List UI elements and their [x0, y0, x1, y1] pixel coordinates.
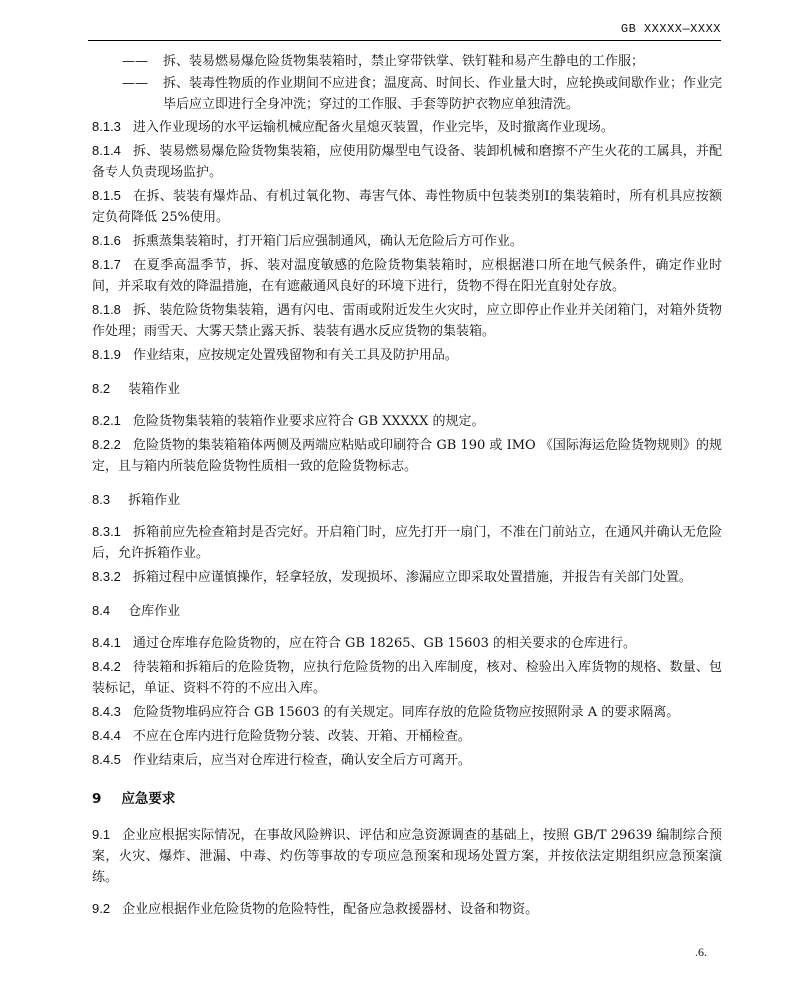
clause [92, 566, 722, 588]
clause [92, 824, 722, 888]
clause [92, 725, 722, 747]
clause-text: 作业结束，应按规定处置残留物和有关工具及防护用品。 [132, 348, 458, 363]
clause-number: 9.1 [92, 827, 111, 842]
clause [92, 410, 722, 432]
section-heading [92, 378, 722, 400]
header-rule [88, 40, 721, 41]
clause-text: 企业应根据实际情况，在事故风险辨识、评估和应急资源调查的基础上，按照 GB/T 29639 编制综合预案，火灾、爆炸、泄漏、中毒、灼伤等事故的专项应急预案和现场处置方案，并按依法定期组织应急预案演练。 [92, 828, 722, 885]
clause-number: 8.4.3 [92, 704, 121, 719]
clause-text: 拆箱前应先检查箱封是否完好。开启箱门时，应先打开一扇门，不准在门前站立，在通风并确认无危险后，允许拆箱作业。 [92, 525, 722, 561]
clause-number: 8.3.2 [92, 569, 121, 584]
clause-number: 8.4.5 [92, 752, 121, 767]
chapter-number: 9 [92, 791, 102, 807]
list-text: 拆、装易燃易爆危险货物集装箱时，禁止穿带铁掌、铁钉鞋和易产生静电的工作服； [163, 54, 645, 69]
clause-text: 进入作业现场的水平运输机械应配备火星熄灭装置，作业完毕，及时撤离作业现场。 [132, 120, 614, 135]
chapter-title: 应急要求 [121, 791, 176, 807]
list-dash: —— [122, 54, 148, 69]
clause-text: 待装箱和拆箱后的危险货物，应执行危险货物的出入库制度，核对、检验出入库货物的规格、数量、包装标记，单证、资料不符的不应出入库。 [92, 660, 722, 696]
section-title: 装箱作业 [128, 382, 181, 397]
clause-number: 8.1.5 [92, 188, 121, 203]
section-number: 8.4 [92, 603, 111, 618]
clause-text: 危险货物堆码应符合 GB 15603 的有关规定。同库存放的危险货物应按照附录 A 的要求隔离。 [132, 705, 680, 720]
clause-text: 拆、装易燃易爆危险货物集装箱，应使用防爆型电气设备、装卸机械和磨擦不产生火花的工属具，并配备专人负责现场监护。 [92, 144, 722, 180]
section-number: 8.3 [92, 492, 111, 507]
clause [92, 254, 722, 297]
clause-text: 拆箱过程中应谨慎操作，轻拿轻放，发现损坏、渗漏应立即采取处置措施，并报告有关部门处置。 [132, 570, 692, 585]
dash-list-item [92, 73, 722, 115]
section-title: 拆箱作业 [128, 493, 181, 508]
chapter-heading [92, 789, 722, 810]
clause-text: 在拆、装装有爆炸品、有机过氧化物、毒害气体、毒性物质中包装类别Ⅰ的集装箱时，所有机具应按额定负荷降低 25%使用。 [92, 189, 722, 225]
clause-number: 8.4.2 [92, 659, 121, 674]
clause [92, 632, 722, 654]
clause-text: 在夏季高温季节，拆、装对温度敏感的危险货物集装箱时，应根据港口所在地气候条件，确定作业时间，并采取有效的降温措施，在有遮蔽通风良好的环境下进行，货物不得在阳光直射处存放。 [92, 258, 722, 294]
clause [92, 521, 722, 564]
clause-text: 作业结束后，应当对仓库进行检查，确认安全后方可离开。 [132, 753, 471, 768]
clause-number: 8.4.1 [92, 635, 121, 650]
clause [92, 230, 722, 252]
clause [92, 749, 722, 771]
clause-number: 8.1.6 [92, 233, 121, 248]
clause [92, 344, 722, 366]
section-number: 8.2 [92, 381, 111, 396]
clause [92, 299, 722, 342]
page-number: .6. [695, 945, 707, 959]
clause-number: 9.2 [92, 901, 111, 916]
section-heading [92, 600, 722, 622]
list-text: 拆、装毒性物质的作业期间不应进食；温度高、时间长、作业量大时，应轮换或间歇作业；作业完毕后应立即进行全身冲洗；穿过的工作服、手套等防护衣物应单独清洗。 [163, 76, 723, 112]
clause [92, 434, 722, 477]
dash-list-item [92, 51, 722, 72]
clause-text: 拆熏蒸集装箱时，打开箱门后应强制通风，确认无危险后方可作业。 [132, 234, 523, 249]
section-title: 仓库作业 [128, 604, 181, 619]
list-dash: —— [122, 76, 148, 91]
standard-code: GB XXXXX—XXXX [620, 22, 721, 36]
clause-text: 危险货物的集装箱箱体两侧及两端应粘贴或印刷符合 GB 190 或 IMO 《国际海运危险货物规则》的规定，且与箱内所装危险货物性质相一致的危险货物标志。 [92, 438, 722, 474]
clause-number: 8.2.1 [92, 413, 121, 428]
clause-number: 8.1.8 [92, 302, 121, 317]
clause-number: 8.1.7 [92, 257, 121, 272]
clause-number: 8.2.2 [92, 437, 121, 452]
clause [92, 140, 722, 183]
clause [92, 656, 722, 699]
clause [92, 898, 722, 920]
clause-text: 不应在仓库内进行危险货物分装、改装、开箱、开桶检查。 [132, 729, 471, 744]
clause-number: 8.1.3 [92, 119, 121, 134]
clause-text: 通过仓库堆存危险货物的，应在符合 GB 18265、GB 15603 的相关要求的仓库进行。 [132, 636, 637, 651]
clause-text: 危险货物集装箱的装箱作业要求应符合 GB XXXXX 的规定。 [132, 414, 485, 429]
section-heading [92, 489, 722, 511]
clause-text: 拆、装危险货物集装箱，遇有闪电、雷雨或附近发生火灾时，应立即停止作业并关闭箱门，对箱外货物作处理；雨雪天、大雾天禁止露天拆、装装有遇水反应货物的集装箱。 [92, 303, 722, 339]
clause [92, 701, 722, 723]
clause [92, 185, 722, 228]
clause-number: 8.4.4 [92, 728, 121, 743]
clause-number: 8.1.4 [92, 143, 121, 158]
clause-number: 8.1.9 [92, 347, 121, 362]
document-body [92, 51, 722, 922]
clause-number: 8.3.1 [92, 524, 121, 539]
clause-text: 企业应根据作业危险货物的危险特性，配备应急救援器材、设备和物资。 [122, 902, 539, 917]
clause [92, 116, 722, 138]
